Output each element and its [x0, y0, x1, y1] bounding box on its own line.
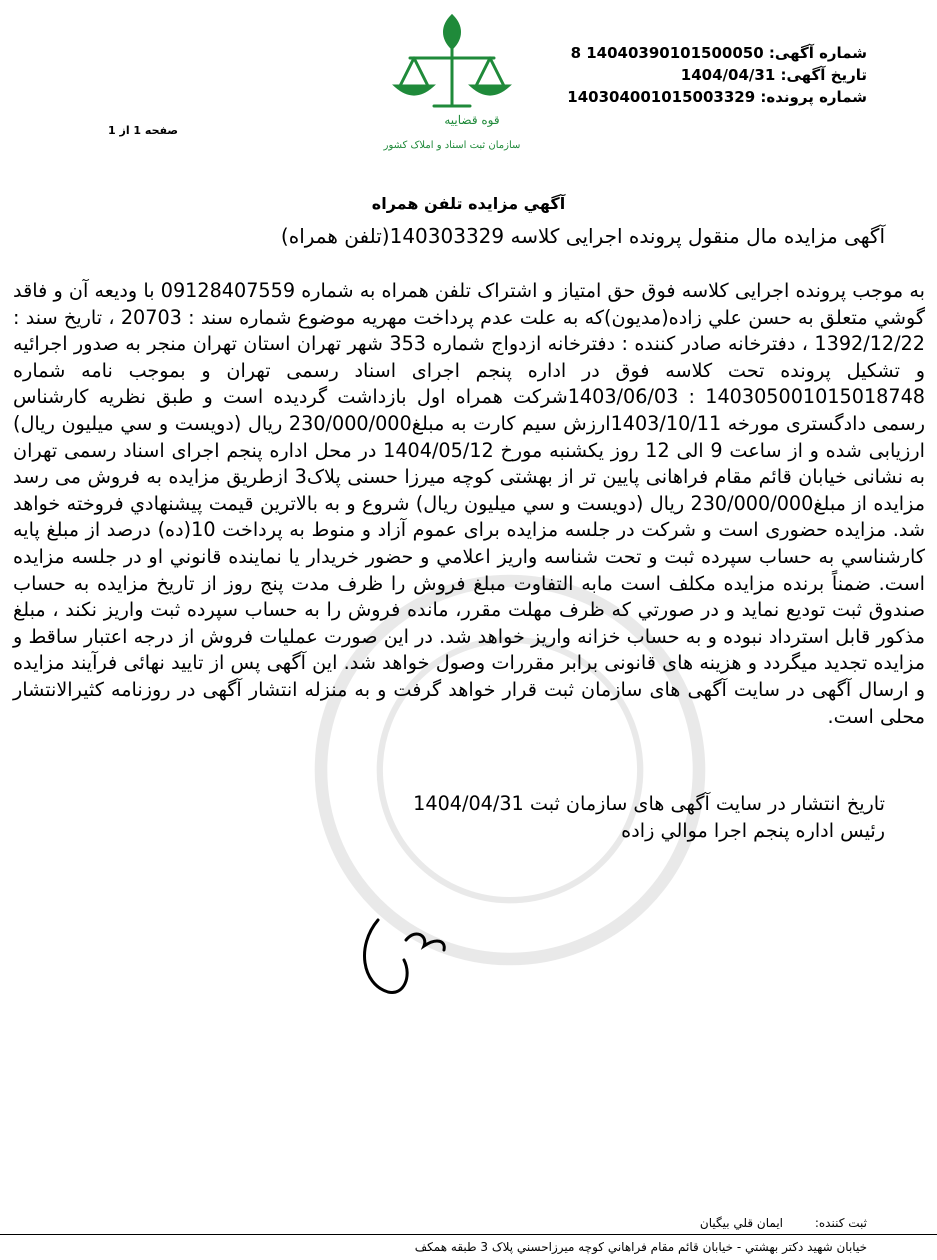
page-number: صفحه 1 از 1	[108, 124, 179, 137]
notice-body: به موجب پرونده اجرایی کلاسه فوق حق امتیاز و اشتراک تلفن همراه به شماره 09128407559 با ودیعه آن و فاقد گوشي متعلق به حسن علي زاده(مديون)که به علت عدم پرداخت مهریه موضوع شماره سند : 20703 ، تاریخ سند : 1392/12/22 ، دفترخانه صادر کننده : دفترخانه ازدواج شماره 353 شهر تهران استان تهران منجر به صدور اجرائیه و تشکیل پرونده تحت کلاسه فوق در اداره پنجم اجرای اسناد رسمی تهران و بموجب نامه شماره 140305001015018748 : 1403/06/03شرکت همراه اول بازداشت گردیده است و طبق نظریه کارشناس رسمی دادگستری مورخه 1403/10/11ارزش سیم کارت به مبلغ230/000/000 ریال (دویست و سي میلیون ریال) ارزیابی شده و از ساعت 9 الی 12 روز یکشنبه مورخ 1404/05/12 در محل اداره پنجم اجرای اسناد رسمی تهران به نشانی خیابان قائم مقام فراهانی پایین تر از بهشتی کوچه میرزا حسنی پلاک3 ازطریق مزایده به فروش می رسد مزایده از مبلغ230/000/000 ریال (دویست و سي میلیون ریال) شروع و به بالاترین قیمت پیشنهادي فروخته خواهد شد. مزايده حضوری است و شرکت در جلسه مزایده برای عموم آزاد و منوط به پرداخت 10(ده) درصد از مبلغ پایه کارشناسي به حساب سپرده ثبت و تحت شناسه واریز اعلامي و حضور خریدار یا نماینده قانوني او در جلسه مزایده است. ضمناً برنده مزایده مکلف است مابه التفاوت مبلغ فروش را ظرف مدت پنج روز از تاریخ مزایده به حساب صندوق ثبت توديع نمايد و در صورتي كه ظرف مهلت مقرر، مانده فروش را به حساب سپرده ثبت واريز نكند ، مبلغ مذكور قابل استرداد نبوده و به حساب خزانه واريز خواهد شد. در این صورت عملیات فروش از درجه اعتبار ساقط و مزایده تجدید میگردد و هزینه های قانونی برابر مقررات وصول خواهد شد. این آگهی پس از تایید نهائی فرآیند مزایده و ارسال آگهی در سایت آگهی های سازمان ثبت قرار خواهد گرفت و به منزله انتشار آگهی در روزنامه کثيرالانتشار محلی است.	[13, 279, 926, 728]
judiciary-emblem	[372, 6, 532, 156]
registrar-name: ايمان قلي بيگيان	[699, 1216, 784, 1230]
file-number-label: شماره پرونده:	[760, 88, 867, 106]
ad-number: 14040390101500050 8	[570, 44, 764, 62]
document-subtitle: آگهی مزایده مال منقول پرونده اجرایی کلاسه 140303329(تلفن همراه)	[280, 224, 885, 248]
ad-date-label: تاریخ آگهی:	[780, 66, 867, 84]
file-number: 140304001015003329	[567, 88, 756, 106]
registrar	[700, 1216, 867, 1230]
ad-number-row	[527, 42, 867, 64]
file-number-row	[527, 86, 867, 108]
signer-line: رئيس اداره پنجم اجرا موالي زاده	[621, 819, 885, 842]
ad-number-label: شماره آگهی:	[768, 44, 867, 62]
signature	[348, 880, 460, 1008]
emblem-text: قوه قضاییه	[444, 113, 500, 127]
document-title: آگهي مزايده تلفن همراه	[371, 194, 566, 213]
office-address: خیابان شهید دکتر بهشتي - خيابان قائم مقام فراهاني کوچه ميرزاحسني پلاک 3 طبقه همکف	[414, 1240, 867, 1254]
ad-meta	[527, 42, 867, 108]
publication-line: تاریخ انتشار در سایت آگهی های سازمان ثبت 1404/04/31	[413, 792, 885, 815]
footer-divider	[0, 1234, 937, 1235]
emblem-subtext: سازمان ثبت اسناد و املاک کشور	[383, 140, 521, 151]
ad-date-row	[527, 64, 867, 86]
ad-date: 1404/04/31	[680, 66, 776, 84]
registrar-label: ثبت کننده:	[814, 1216, 867, 1230]
